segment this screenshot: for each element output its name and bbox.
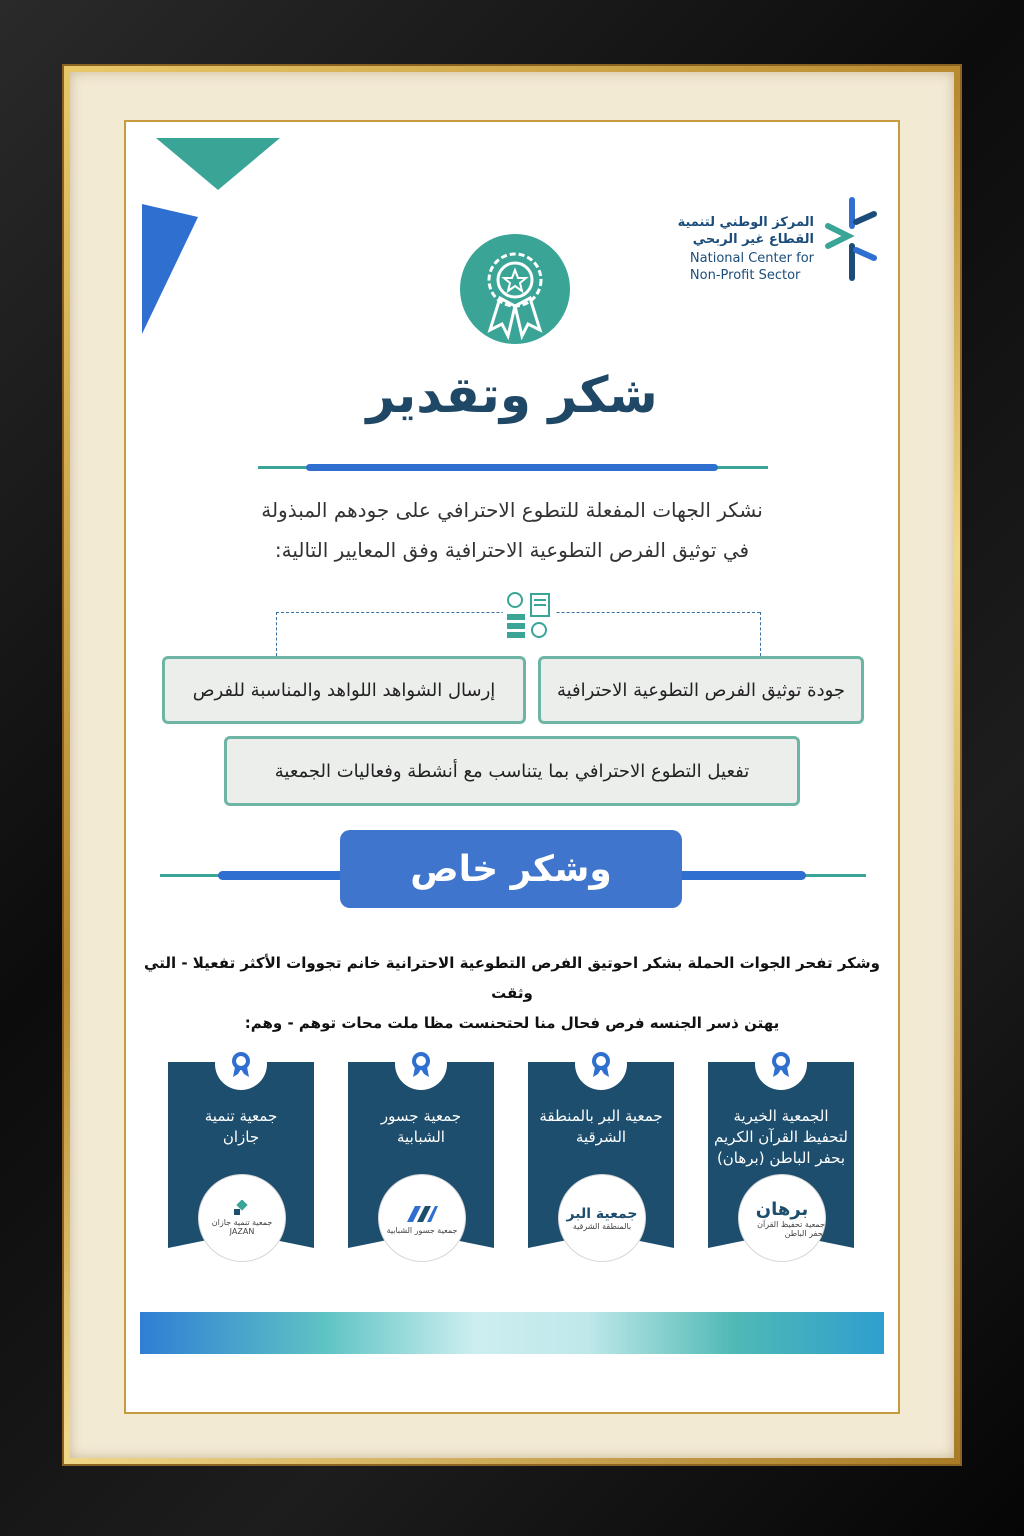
title-divider-accent — [306, 464, 718, 471]
bottom-decor-band — [140, 1312, 884, 1354]
intro-line-1: نشكر الجهات المفعلة للتطوع الاحترافي على جودهم المبذولة — [261, 498, 763, 522]
award-badge-icon — [215, 1038, 267, 1090]
logo-arabic-line1: المركز الوطني لتنمية — [677, 215, 814, 230]
org-logo-subtext: جمعية تحفيظ القرآن بحفر الباطن — [757, 1219, 825, 1238]
org-name-burhan — [708, 1106, 854, 1169]
org-logo-jusur — [378, 1174, 466, 1262]
special-thanks-line-1: وشكر تفحر الجوات الحملة بشكر احوتيق الفرص التطوعية الاحترانية خانم تجووات الأكثر تفعيلا - التي وثقت — [144, 954, 880, 1002]
special-thanks-line-2: يهتن ذسر الجنسه فرص فحال منا لحتحنست مظا ملت محات توهم - وهم: — [244, 1014, 780, 1032]
org-name-line: الجمعية الخيرية — [733, 1107, 829, 1125]
org-name-albirr — [528, 1106, 674, 1148]
jazan-logo-icon — [231, 1200, 253, 1218]
org-logo-jazan — [198, 1174, 286, 1262]
logo-arabic-text — [678, 214, 814, 248]
org-name-line: جمعية البر بالمنطقة — [539, 1107, 663, 1125]
certificate-title: شكر وتقدير — [366, 366, 658, 424]
org-name-line: الشبابية — [397, 1128, 445, 1146]
ncnp-logo — [654, 196, 884, 286]
org-logo-subtext: بالمنطقة الشرقية — [572, 1221, 632, 1231]
logo-english-text — [690, 250, 814, 284]
award-medal-icon — [460, 234, 570, 344]
org-logo-text: جمعية البر — [566, 1205, 638, 1222]
org-name-line: الشرقية — [575, 1128, 627, 1146]
decor-green-triangle — [156, 138, 280, 190]
org-name-line: لتحفيظ القرآن الكريم — [714, 1128, 848, 1146]
org-name-line: جمعية جسور — [380, 1107, 462, 1125]
criterion-box-3 — [224, 736, 800, 806]
intro-text — [186, 490, 838, 570]
criterion-box-1 — [538, 656, 864, 724]
org-logo-text: جمعية تنمية جازان — [211, 1218, 273, 1227]
criterion-box-2 — [162, 656, 526, 724]
criterion-text-2: إرسال الشواهد اللواهد والمناسبة للفرص — [192, 679, 496, 701]
logo-english-line1: National Center for — [689, 251, 814, 266]
intro-line-2: في توثيق الفرص التطوعية الاحترافية وفق المعايير التالية: — [274, 538, 750, 562]
logo-arabic-line2: القطاع غير الربحي — [692, 232, 814, 247]
special-thanks-text — [140, 948, 884, 1038]
connector-left — [276, 612, 277, 656]
jusur-logo-icon — [405, 1202, 439, 1226]
org-name-line: جمعية تنمية — [204, 1107, 278, 1125]
criterion-text-1: جودة توثيق الفرص التطوعية الاحترافية — [556, 679, 846, 701]
org-logo-text: برهان — [755, 1198, 809, 1220]
award-badge-icon — [755, 1038, 807, 1090]
decor-blue-shape — [142, 204, 198, 334]
connector-right — [760, 612, 761, 656]
org-name-jusur — [348, 1106, 494, 1148]
special-thanks-heading: وشكر خاص — [340, 830, 682, 908]
org-name-line: بحفر الباطن (برهان) — [716, 1149, 846, 1167]
logo-english-line2: Non-Profit Sector — [689, 268, 801, 283]
ncnp-mark-icon — [822, 196, 878, 284]
award-badge-icon — [575, 1038, 627, 1090]
criterion-text-3: تفعيل التطوع الاحترافي بما يتناسب مع أنشطة وفعاليات الجمعية — [274, 760, 750, 782]
org-logo-subtext: جمعية جسور الشبابية — [386, 1225, 458, 1235]
org-name-jazan — [168, 1106, 314, 1148]
certificate — [126, 122, 898, 1412]
org-logo-burhan — [738, 1174, 826, 1262]
org-logo-albirr — [558, 1174, 646, 1262]
workflow-icon — [503, 590, 555, 642]
award-badge-icon — [395, 1038, 447, 1090]
org-logo-subtext: JAZAN — [229, 1227, 255, 1236]
org-name-line: جازان — [222, 1128, 260, 1146]
